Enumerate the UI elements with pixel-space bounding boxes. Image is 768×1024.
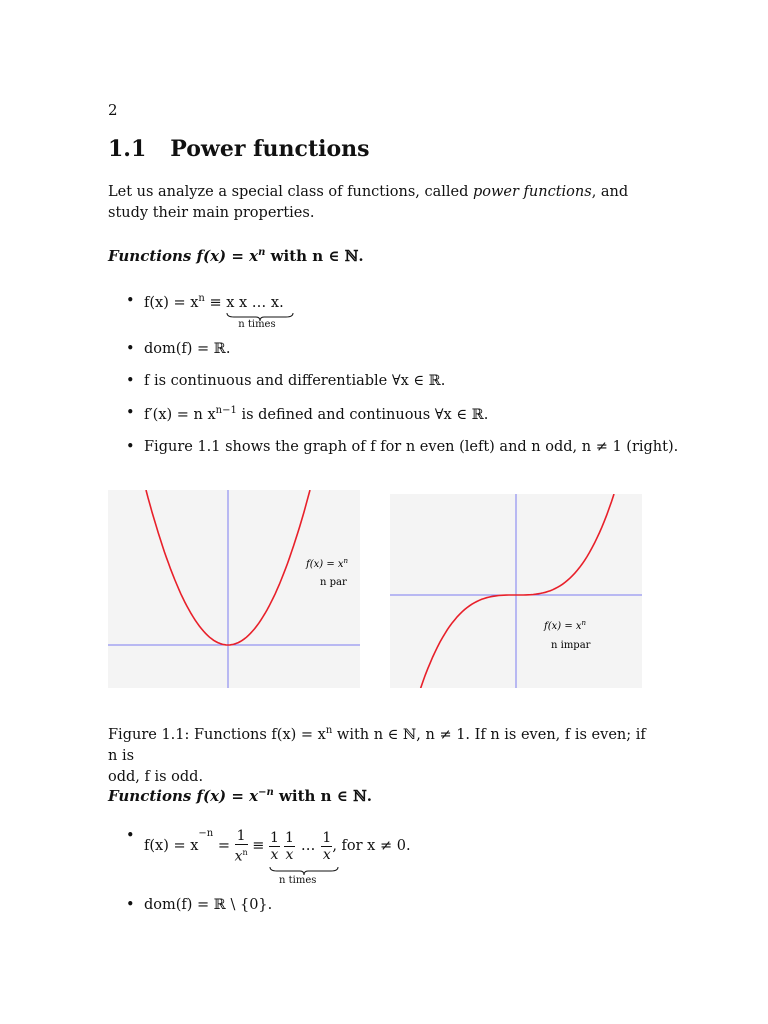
- heading-formula: Functions f(x) = x: [108, 247, 259, 265]
- deriv-rest: is defined and continuous ∀x ∈ ℝ.: [236, 406, 489, 423]
- bullet-figure-reference: [128, 439, 678, 455]
- def-sup: −n: [198, 828, 214, 839]
- def-lhs: f(x) = x: [144, 294, 199, 311]
- page-number: 2: [108, 101, 118, 119]
- bullet-definition: [128, 293, 284, 330]
- intro-text: Let us analyze a special class of functions, called: [108, 184, 473, 200]
- product-expression: x x … x: [226, 294, 280, 311]
- underbrace-label: n times: [238, 318, 276, 330]
- section-number: 1.1: [108, 136, 147, 162]
- def-eq: =: [213, 838, 235, 855]
- def-sup: n: [198, 293, 205, 304]
- figure-left-plot: [108, 490, 360, 688]
- heading-formula: Functions f(x) = x: [108, 787, 259, 805]
- deriv-lhs: f′(x) = n x: [144, 406, 216, 423]
- intro-text-end: , and study their main properties.: [108, 184, 629, 221]
- def-equiv: ≡: [204, 294, 227, 311]
- figure-caption: [108, 720, 653, 788]
- domain-text: dom(f) = ℝ \ {0}.: [144, 897, 273, 913]
- section-title: [108, 136, 370, 162]
- heading-tail: with n ∈ ℕ.: [273, 787, 373, 805]
- left-caption: n par: [320, 577, 347, 588]
- right-caption: n impar: [551, 640, 591, 651]
- heading-sup: n: [258, 247, 266, 258]
- def-lhs: • f(x) = x: [144, 838, 199, 855]
- continuity-text: f is continuous and differentiable ∀x ∈ ℝ.: [144, 373, 446, 389]
- domain-text: dom(f) = ℝ.: [144, 341, 231, 357]
- heading-sup: −n: [258, 787, 274, 798]
- heading-tail: with n ∈ ℕ.: [265, 247, 364, 265]
- fraction-one-over-xn: $\frac{1}{x^n}$: [234, 828, 248, 865]
- section-title-text: Power functions: [170, 136, 370, 162]
- equiv: ≡: [247, 838, 270, 855]
- underbrace-label: n times: [279, 874, 317, 886]
- bullet-domain-negative: [128, 897, 272, 913]
- bullet-domain: [128, 341, 230, 357]
- figure-right-plot: [390, 494, 642, 688]
- figref-text: Figure 1.1 shows the graph of f for n even (left) and n odd, n ≠ 1 (right).: [144, 439, 679, 455]
- def-dot: .: [279, 294, 284, 311]
- suffix: , for x ≠ 0.: [332, 838, 411, 855]
- bullet-continuity: [128, 373, 445, 389]
- subsection-heading-positive: [108, 247, 364, 265]
- bullet-definition-negative: [128, 828, 411, 886]
- left-formula: $f(x) = x^n$: [306, 557, 349, 570]
- caption-sup: n: [325, 725, 333, 736]
- caption-part: Figure 1.1: Functions f(x) = x: [108, 726, 326, 743]
- right-formula: $f(x) = x^n$: [544, 619, 587, 632]
- intro-emphasis: power functions: [473, 184, 592, 200]
- bullet-derivative: [128, 405, 488, 423]
- deriv-sup: n−1: [215, 405, 237, 416]
- caption-line2: odd, f is odd.: [108, 768, 204, 785]
- intro-paragraph: [108, 182, 653, 224]
- product-of-fractions: $\frac{1}{x}$ $\frac{1}{x}$ … $\frac{1}{x}$ n times: [269, 830, 332, 863]
- caption-rest: with n ∈ ℕ, n ≠ 1. If n is even, f is even; if n is: [108, 726, 646, 764]
- subsection-heading-negative: [108, 787, 372, 805]
